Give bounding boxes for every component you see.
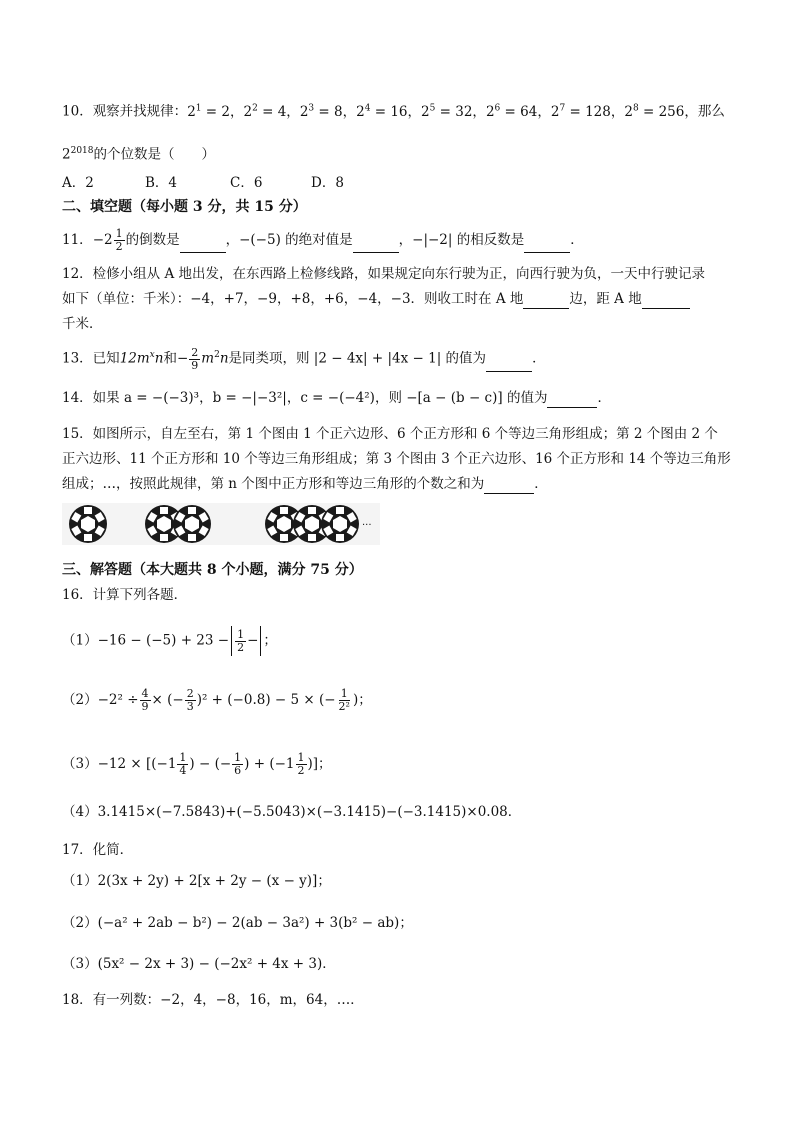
q13-term2-exp: 2 (214, 350, 220, 360)
q15-figure-svg (62, 503, 380, 545)
q13-line: 13．已知$12m^xn$和− $\frac{2}{9}$ $m^2n$是同类项，则 |2 − 4x| + |4x − 1| 的值为 ． (62, 345, 546, 372)
q14-line (62, 388, 611, 408)
q17-part3: （3）(5x² − 2x + 3) − (−2x² + 4x + 3)． (62, 956, 336, 972)
q14-end: ． (597, 390, 611, 406)
q10-power-6: $2^6 = 64$， (485, 103, 551, 120)
section2-title: 二、填空题（每小题 3 分，共 15 分） (62, 199, 307, 215)
q13-rest: 是同类项，则 |2 − 4x| + |4x − 1| 的值为 (228, 350, 487, 367)
q13-term2-tail: n (219, 350, 229, 367)
q10-question: 的个位数是（ ） (93, 146, 215, 163)
q17-part1: （1）2(3x + 2y) + 2[x + 2y − (x − y)]； (62, 873, 331, 889)
q13-term1-exp: x (149, 350, 155, 360)
q15-line3 (62, 474, 548, 494)
q13-term1: 12m (119, 350, 150, 367)
q16-part3: （3）−12 × [(−1 $\frac{1}{4}$ ) − (− $\frac{1}{6}$ ) + (−1 $\frac{1}{2}$ )]； (62, 751, 332, 777)
q16-part2-text: （2）−2² ÷ (62, 692, 139, 708)
q16-part2-end: )； (352, 692, 372, 708)
q10-power-4: $2^4 = 16$， (356, 103, 422, 120)
q10-power-3: $2^3 = 8$， (299, 103, 357, 120)
q10-option-a: A．2 (62, 175, 94, 191)
q13-fraction: $\frac{2}{9}$ (191, 345, 199, 372)
q10-option-b: B．4 (145, 175, 178, 191)
q16-title: 16．计算下列各题． (62, 587, 188, 603)
q15-blank[interactable] (484, 479, 534, 494)
q15-text: 组成；…，按照此规律，第 n 个图中正方形和等边三角形的个数之和为 (62, 476, 485, 492)
q11-blank1[interactable] (180, 238, 226, 253)
q16-part4: （4）3.1415×(−7.5843)+(−5.5043)×(−3.1415)−(−3.1415)×0.08． (62, 804, 522, 820)
q12-line2 (62, 289, 690, 309)
section3-title: 三、解答题（本大题共 8 个小题，满分 75 分） (62, 562, 363, 578)
q14-text: 14．如果 a = −(−3)³，b = −|−3²|，c = −(−4²)，则 −[a − (b − c)] 的值为 (62, 390, 548, 406)
q15-figure-1 (69, 505, 107, 543)
q16-part1: （1）−16 − (−5) + 23 − $\frac{1}{2}$ − ； (62, 626, 277, 656)
q13-mid: 和 (163, 350, 177, 367)
q17-part2: （2）(−a² + 2ab − b²) − 2(ab − 3a²) + 3(b² − ab)； (62, 915, 413, 931)
q16-part2-b: × (− (151, 692, 184, 708)
q10-line2: $2^{2018}$的个位数是（ ） (62, 146, 215, 163)
q10-option-d: D．8 (311, 175, 344, 191)
q10-number: 10 (62, 103, 80, 120)
q16-part1-end: ； (263, 632, 277, 649)
q16-part3-b: ) − (− (189, 756, 232, 772)
q10-power-5: $2^5 = 32$， (421, 103, 486, 120)
q13-term2: m (201, 350, 215, 367)
q13-end: ． (532, 350, 546, 367)
q11-number: 11． (62, 232, 93, 248)
q17-title: 17．化简． (62, 842, 134, 858)
q10-exponent: 2018 (70, 146, 94, 156)
q11-text3: ，−|−2| 的相反数是 (398, 232, 525, 248)
q11-blank3[interactable] (524, 238, 570, 253)
q14-blank[interactable] (547, 393, 597, 408)
q16-part3-end: )]； (307, 756, 332, 772)
q16-part1-fraction: $\frac{1}{2}$ (237, 627, 245, 654)
q13-term1-tail: n (154, 350, 164, 367)
q10-power-2: $2^2 = 4$， (243, 103, 300, 120)
q16-part3-text: （3）−12 × [(−1 (62, 756, 177, 772)
q16-part3-c: ) + (−1 (244, 756, 295, 772)
q15-figure-2 (145, 505, 211, 543)
q11-text2: ，−(−5) 的绝对值是 (225, 232, 353, 248)
q10-line1: 10．观察并找规律：$2^1 = 2$，$2^2 = 4$，$2^3 = 8$，$2^4 = 16$，$2^5 = 32$，$2^6 = 64$，$2^7 = 128$，$2^8 = 256$，那么 (62, 103, 725, 120)
q10-power-7: $2^7 = 128$， (550, 103, 625, 120)
q16-part2-c: )² + (−0.8) − 5 × (− (196, 692, 336, 708)
q11-end: ． (570, 232, 584, 248)
q15-line1: 15．如图所示，自左至右，第 1 个图由 1 个正六边形、6 个正方形和 6 个等边三角形组成；第 2 个图由 2 个 (62, 426, 718, 442)
q12-text-a: 如下（单位：千米）：−4，+7，−9，+8，+6，−4，−3．则收工时在 A 地 (62, 291, 524, 307)
q10-power-8: $2^8 = 256$， (624, 103, 698, 120)
q18-line: 18．有一列数：−2，4，−8，16，m，64，…． (62, 992, 364, 1008)
q15-figure-3 (265, 505, 359, 543)
q13-blank[interactable] (486, 357, 532, 372)
q10-prefix: 观察并找规律： (92, 103, 188, 120)
q12-blank1[interactable] (523, 294, 569, 309)
q15-figure (62, 503, 380, 545)
q11-blank2[interactable] (353, 238, 399, 253)
q11-text1: 的倒数是 (125, 232, 180, 248)
q15-end: ． (534, 476, 548, 492)
q13-prefix: 13．已知 (62, 350, 120, 367)
q15-line2: 正六边形、11 个正方形和 10 个等边三角形组成；第 3 个图由 3 个正六边形、16 个正方形和 14 个等边三角形 (62, 451, 731, 467)
q10-option-c: C．6 (230, 175, 263, 191)
q12-line3: 千米． (62, 316, 103, 332)
q10-power-1: $2^1 = 2$， (187, 103, 244, 120)
q12-blank2[interactable] (642, 294, 690, 309)
q10-powers (187, 104, 698, 120)
q11-line: 11．−2 $\frac{1}{2}$ 的倒数是 ，−(−5) 的绝对值是 ，−|−2| 的相反数是 ． (62, 227, 584, 253)
q15-figure-ellipsis: ··· (362, 520, 372, 531)
q16-part2: （2）−2² ÷ $\frac{4}{9}$ × (− $\frac{2}{3}$ )² + (−0.8) − 5 × (− $\frac{1}{\text{2²}}$ )； (62, 687, 372, 713)
q16-part1-text: （1）−16 − (−5) + 23 − (62, 632, 230, 649)
q10-suffix: 那么 (697, 103, 725, 120)
q12-line1: 12．检修小组从 A 地出发，在东西路上检修线路，如果规定向东行驶为正，向西行驶为负，一天中行驶记录 (62, 266, 706, 282)
q11-fraction: $\frac{1}{2}$ (115, 227, 123, 253)
q12-text-b: 边，距 A 地 (569, 291, 642, 307)
